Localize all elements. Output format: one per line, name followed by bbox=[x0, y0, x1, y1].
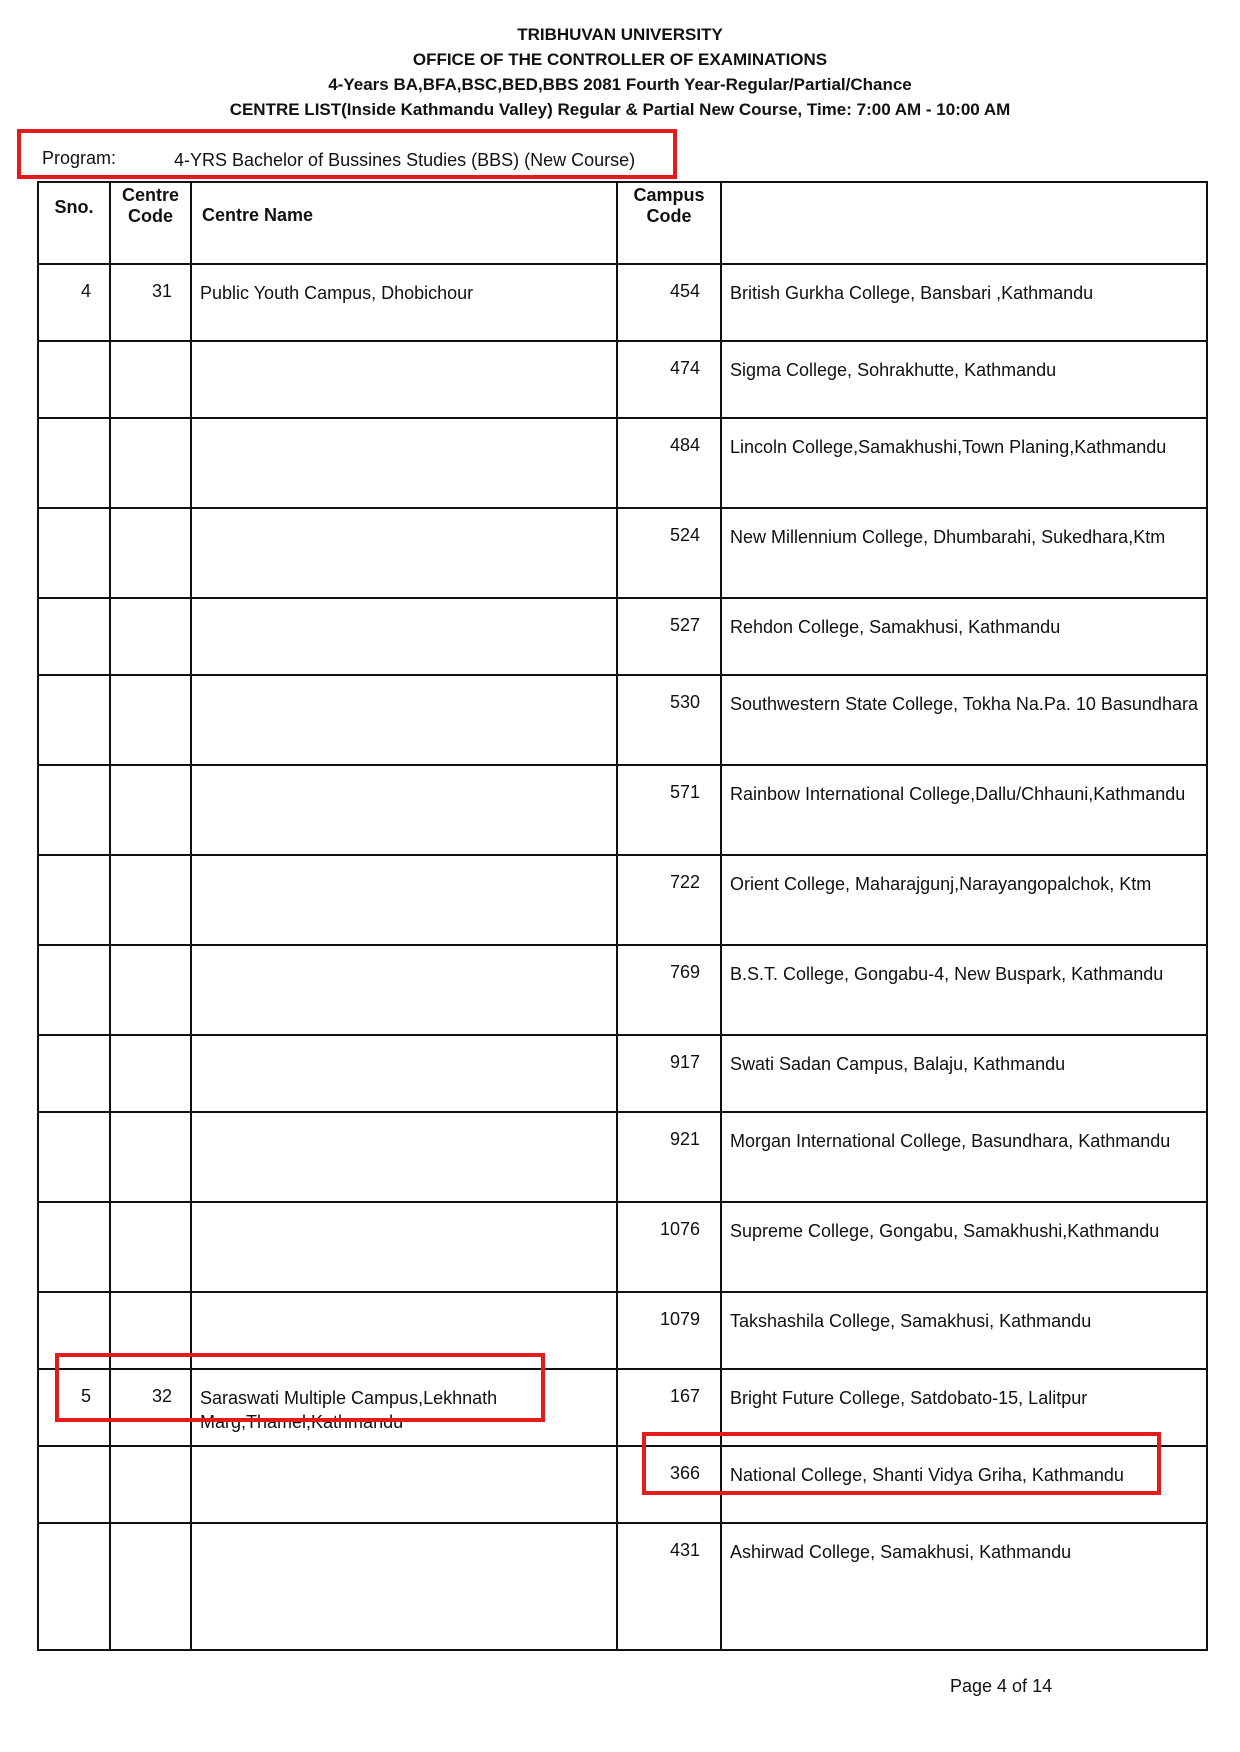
centre-code-cell bbox=[110, 598, 191, 675]
campus-name-cell-text: Morgan International College, Basundhara, Kathmandu bbox=[730, 1131, 1171, 1151]
centre-code-cell-text bbox=[111, 1293, 190, 1309]
centre-name-cell-text bbox=[192, 599, 616, 615]
sno-cell-text bbox=[39, 509, 109, 525]
campus-name-cell-text: British Gurkha College, Bansbari ,Kathmandu bbox=[730, 283, 1094, 303]
campus-name-cell-text: Southwestern State College, Tokha Na.Pa. 10 Basundhara bbox=[730, 694, 1198, 714]
centre-code-cell bbox=[110, 765, 191, 855]
campus-name-cell bbox=[721, 945, 1207, 1035]
campus-code-cell bbox=[617, 1523, 721, 1650]
sno-cell-text: 4 bbox=[80, 281, 91, 301]
table-row bbox=[38, 418, 1207, 508]
table-row bbox=[38, 341, 1207, 418]
centre-code-cell-text bbox=[111, 1203, 190, 1219]
campus-name-cell bbox=[721, 598, 1207, 675]
campus-code-cell-text: 769 bbox=[669, 962, 700, 982]
centre-name-cell bbox=[191, 1446, 617, 1523]
campus-code-cell bbox=[617, 418, 721, 508]
campus-code-cell-text: 1076 bbox=[659, 1219, 700, 1239]
campus-name-cell bbox=[721, 508, 1207, 598]
campus-code-cell-text: 454 bbox=[669, 281, 700, 301]
centre-name-cell-text bbox=[192, 1293, 616, 1309]
centre-code-cell-text bbox=[111, 946, 190, 962]
centre-name-cell bbox=[191, 675, 617, 765]
sno-cell bbox=[38, 1202, 110, 1292]
sno-cell-text bbox=[39, 342, 109, 358]
campus-code-cell bbox=[617, 264, 721, 341]
document-header bbox=[0, 22, 1240, 122]
centre-name-cell-text: Public Youth Campus, Dhobichour bbox=[200, 283, 474, 303]
campus-code-cell bbox=[617, 945, 721, 1035]
campus-name-cell-text: Rehdon College, Samakhusi, Kathmandu bbox=[730, 617, 1061, 637]
sno-cell-text bbox=[39, 1447, 109, 1463]
table-row bbox=[38, 1202, 1207, 1292]
centre-name-cell-text bbox=[192, 509, 616, 525]
sno-cell-text bbox=[39, 856, 109, 872]
campus-name-cell-text: Sigma College, Sohrakhutte, Kathmandu bbox=[730, 360, 1057, 380]
centre-name-cell-text bbox=[192, 946, 616, 962]
campus-code-cell-text: 484 bbox=[669, 435, 700, 455]
table-row bbox=[38, 765, 1207, 855]
centre-code-cell bbox=[110, 1112, 191, 1202]
campus-name-cell-text: Swati Sadan Campus, Balaju, Kathmandu bbox=[730, 1054, 1066, 1074]
centre-name-cell bbox=[191, 598, 617, 675]
centre-code-cell bbox=[110, 1035, 191, 1112]
centre-name-cell-text bbox=[192, 766, 616, 782]
centre-code-cell-text bbox=[111, 766, 190, 782]
campus-code-cell bbox=[617, 598, 721, 675]
campus-code-cell-text: 917 bbox=[669, 1052, 700, 1072]
centre-name-cell bbox=[191, 341, 617, 418]
program-value: 4-YRS Bachelor of Bussines Studies (BBS) (New Course) bbox=[174, 150, 636, 170]
table-row bbox=[38, 855, 1207, 945]
sno-cell-text bbox=[39, 1293, 109, 1309]
campus-code-cell bbox=[617, 855, 721, 945]
centre-code-cell-text: 32 bbox=[151, 1386, 172, 1406]
campus-code-cell-text: 1079 bbox=[659, 1309, 700, 1329]
office-title: OFFICE OF THE CONTROLLER OF EXAMINATIONS bbox=[412, 50, 828, 69]
table-header-row bbox=[38, 182, 1207, 264]
centre-code-cell-text bbox=[111, 856, 190, 872]
sno-cell bbox=[38, 945, 110, 1035]
campus-name-cell-text: New Millennium College, Dhumbarahi, Sukedhara,Ktm bbox=[730, 527, 1166, 547]
sno-cell-text bbox=[39, 676, 109, 692]
centre-name-cell-text bbox=[192, 419, 616, 435]
centre-name-cell bbox=[191, 1202, 617, 1292]
campus-name-cell-text: Orient College, Maharajgunj,Narayangopalchok, Ktm bbox=[730, 874, 1152, 894]
centre-name-cell bbox=[191, 945, 617, 1035]
campus-code-cell-text: 431 bbox=[669, 1540, 700, 1560]
table-row bbox=[38, 1523, 1207, 1650]
table-row bbox=[38, 1112, 1207, 1202]
centre-code-cell-text bbox=[111, 1524, 190, 1540]
centre-code-cell-text bbox=[111, 599, 190, 615]
centre-code-cell bbox=[110, 418, 191, 508]
header-campus-code: Campus Code bbox=[617, 182, 721, 264]
centre-code-cell-text bbox=[111, 509, 190, 525]
table-row bbox=[38, 598, 1207, 675]
sno-cell-text bbox=[39, 1524, 109, 1540]
campus-name-cell-text: Bright Future College, Satdobato-15, Lalitpur bbox=[730, 1388, 1088, 1408]
campus-name-cell-text: Takshashila College, Samakhusi, Kathmandu bbox=[730, 1311, 1092, 1331]
centre-name-cell-text bbox=[192, 342, 616, 358]
campus-code-cell bbox=[617, 765, 721, 855]
centre-code-cell bbox=[110, 1202, 191, 1292]
campus-code-cell-text: 167 bbox=[669, 1386, 700, 1406]
sno-cell bbox=[38, 508, 110, 598]
program-label: Program: bbox=[42, 148, 117, 168]
centre-name-cell bbox=[191, 1035, 617, 1112]
sno-cell bbox=[38, 1523, 110, 1650]
campus-code-cell bbox=[617, 1035, 721, 1112]
centre-code-cell-text bbox=[111, 1113, 190, 1129]
campus-name-cell-text: Lincoln College,Samakhushi,Town Planing,Kathmandu bbox=[730, 437, 1167, 457]
header-centre-code: Centre Code bbox=[110, 182, 191, 264]
sno-cell-text bbox=[39, 946, 109, 962]
campus-code-cell bbox=[617, 341, 721, 418]
sno-cell-text bbox=[39, 1113, 109, 1129]
campus-code-cell-text: 524 bbox=[669, 525, 700, 545]
centre-code-cell-text: 31 bbox=[151, 281, 172, 301]
campus-name-cell bbox=[721, 341, 1207, 418]
campus-name-cell bbox=[721, 264, 1207, 341]
campus-name-cell bbox=[721, 1292, 1207, 1369]
campus-name-cell bbox=[721, 1035, 1207, 1112]
centre-code-cell-text bbox=[111, 342, 190, 358]
centre-code-cell-text bbox=[111, 1447, 190, 1463]
sno-cell-text: 5 bbox=[80, 1386, 91, 1406]
centre-code-cell-text bbox=[111, 419, 190, 435]
centre-code-cell bbox=[110, 341, 191, 418]
campus-name-cell-text: National College, Shanti Vidya Griha, Kathmandu bbox=[730, 1465, 1124, 1485]
campus-name-cell bbox=[721, 855, 1207, 945]
centre-name-cell-text bbox=[192, 1036, 616, 1052]
university-title: TRIBHUVAN UNIVERSITY bbox=[517, 25, 723, 44]
sno-cell-text bbox=[39, 1036, 109, 1052]
sno-cell bbox=[38, 598, 110, 675]
centre-name-cell-text bbox=[192, 1447, 616, 1463]
centre-code-cell bbox=[110, 1523, 191, 1650]
centre-code-cell bbox=[110, 508, 191, 598]
campus-name-cell bbox=[721, 418, 1207, 508]
campus-code-cell-text: 921 bbox=[669, 1129, 700, 1149]
campus-name-cell bbox=[721, 1202, 1207, 1292]
campus-name-cell bbox=[721, 675, 1207, 765]
centre-name-cell bbox=[191, 1523, 617, 1650]
campus-code-cell bbox=[617, 508, 721, 598]
centre-code-cell bbox=[110, 675, 191, 765]
sno-cell bbox=[38, 675, 110, 765]
sno-cell-text bbox=[39, 599, 109, 615]
sno-cell-text bbox=[39, 419, 109, 435]
centre-name-cell bbox=[191, 765, 617, 855]
sno-cell bbox=[38, 341, 110, 418]
sno-cell-text bbox=[39, 1203, 109, 1219]
program-highlight-box bbox=[17, 129, 677, 179]
centre-name-cell bbox=[191, 1112, 617, 1202]
page-number: Page 4 of 14 bbox=[950, 1676, 1053, 1696]
centre-name-cell-text bbox=[192, 856, 616, 872]
sno-cell bbox=[38, 1112, 110, 1202]
table-row bbox=[38, 945, 1207, 1035]
campus-name-cell-text: Rainbow International College,Dallu/Chhauni,Kathmandu bbox=[730, 784, 1186, 804]
campus-code-cell-text: 530 bbox=[669, 692, 700, 712]
campus-code-cell bbox=[617, 1202, 721, 1292]
header-campus-name bbox=[721, 182, 1207, 264]
centre-name-cell bbox=[191, 855, 617, 945]
sno-cell bbox=[38, 855, 110, 945]
centre-name-cell bbox=[191, 418, 617, 508]
centre-code-cell bbox=[110, 855, 191, 945]
header-centre-name: Centre Name bbox=[191, 182, 617, 264]
campus-code-cell-text: 571 bbox=[669, 782, 700, 802]
campus-name-cell-text: Ashirwad College, Samakhusi, Kathmandu bbox=[730, 1542, 1072, 1562]
centre-name-cell bbox=[191, 264, 617, 341]
sno-cell bbox=[38, 1446, 110, 1523]
centre-name-cell-text bbox=[192, 1203, 616, 1219]
table-row bbox=[38, 675, 1207, 765]
centre-code-cell-text bbox=[111, 1036, 190, 1052]
campus-code-cell-text: 366 bbox=[669, 1463, 700, 1483]
campus-code-cell bbox=[617, 1292, 721, 1369]
exam-title: 4-Years BA,BFA,BSC,BED,BBS 2081 Fourth Year-Regular/Partial/Chance bbox=[328, 75, 912, 94]
centre-name-cell-text bbox=[192, 1524, 616, 1540]
sno-cell bbox=[38, 418, 110, 508]
sno-cell bbox=[38, 765, 110, 855]
centre-table bbox=[37, 181, 1208, 1651]
table-row bbox=[38, 264, 1207, 341]
table-row bbox=[38, 508, 1207, 598]
centre-name-cell-text bbox=[192, 1113, 616, 1129]
sno-cell bbox=[38, 264, 110, 341]
sno-cell-text bbox=[39, 766, 109, 782]
centre-name-cell-text: Saraswati Multiple Campus,Lekhnath Marg,Thamel,Kathmandu bbox=[200, 1388, 498, 1432]
campus-name-cell-text: Supreme College, Gongabu, Samakhushi,Kathmandu bbox=[730, 1221, 1160, 1241]
campus-name-cell bbox=[721, 1523, 1207, 1650]
centre-list-title: CENTRE LIST(Inside Kathmandu Valley) Regular & Partial New Course, Time: 7:00 AM - 10:00 AM bbox=[229, 100, 1011, 119]
campus-name-cell-text: B.S.T. College, Gongabu-4, New Buspark, Kathmandu bbox=[730, 964, 1164, 984]
campus-code-cell-text: 722 bbox=[669, 872, 700, 892]
centre-name-cell bbox=[191, 508, 617, 598]
campus-code-cell bbox=[617, 675, 721, 765]
header-sno: Sno. bbox=[38, 182, 110, 264]
campus-code-cell bbox=[617, 1112, 721, 1202]
table-row bbox=[38, 1035, 1207, 1112]
sno-cell bbox=[38, 1035, 110, 1112]
campus-366-highlight-box bbox=[642, 1432, 1161, 1495]
centre-code-cell bbox=[110, 1446, 191, 1523]
centre-code-cell bbox=[110, 264, 191, 341]
centre-name-cell-text bbox=[192, 676, 616, 692]
centre-code-cell-text bbox=[111, 676, 190, 692]
campus-code-cell-text: 474 bbox=[669, 358, 700, 378]
centre-32-highlight-box bbox=[55, 1353, 545, 1422]
campus-name-cell bbox=[721, 1112, 1207, 1202]
campus-code-cell-text: 527 bbox=[669, 615, 700, 635]
centre-code-cell bbox=[110, 945, 191, 1035]
campus-name-cell bbox=[721, 765, 1207, 855]
